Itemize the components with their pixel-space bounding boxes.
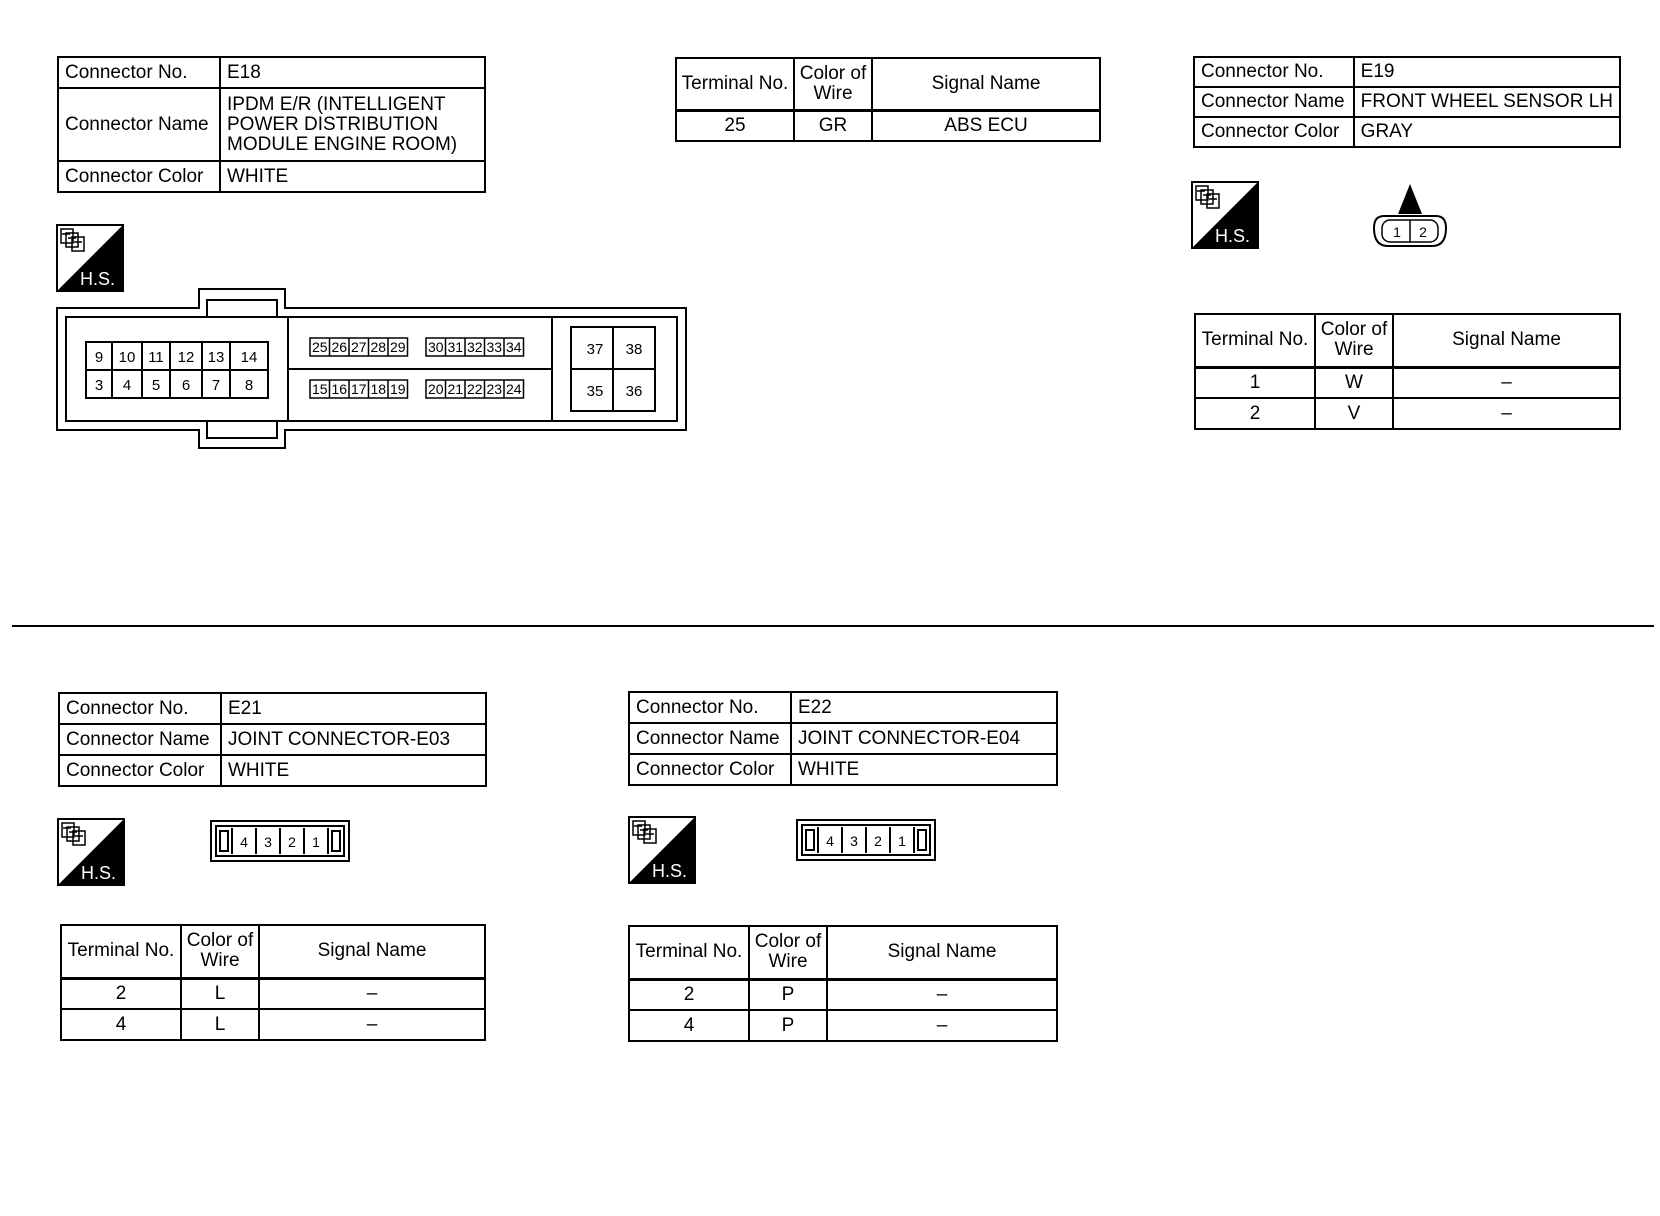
connector-name-value: FRONT WHEEL SENSOR LH (1354, 87, 1620, 117)
signal-name-header: Signal Name (259, 925, 485, 978)
terminal-no: 2 (1195, 398, 1315, 429)
pin-label: 4 (240, 834, 248, 850)
pin-label: 31 (447, 339, 464, 355)
pin-label: 37 (586, 341, 604, 358)
connector-name-value: JOINT CONNECTOR-E04 (791, 723, 1057, 754)
signal-name-header: Signal Name (872, 58, 1100, 110)
pin-label: 2 (874, 833, 882, 849)
pin-label: 11 (148, 349, 164, 366)
e18-info-table (57, 56, 486, 193)
connector-no-value: E21 (221, 693, 486, 724)
pin-label: 10 (118, 349, 136, 366)
pin-label: 13 (207, 349, 225, 366)
table-row (1195, 398, 1620, 429)
pin-label: 16 (331, 381, 348, 397)
pin-label: 21 (447, 381, 464, 397)
table-row (629, 979, 1057, 1010)
table-row (676, 110, 1100, 141)
pin-label: 6 (181, 377, 191, 394)
pin-label: 3 (264, 834, 272, 850)
pin-label: 32 (466, 339, 483, 355)
e22-terminal-table (628, 925, 1058, 1042)
hs-label: H.S. (81, 863, 117, 883)
connector-color-label: Connector Color (1194, 117, 1354, 147)
e19-terminal-table (1194, 313, 1621, 430)
pin-label: 9 (94, 349, 104, 366)
connector-color-value: GRAY (1354, 117, 1620, 147)
hs-label: H.S. (1215, 226, 1251, 246)
harness-side-icon (1191, 181, 1259, 249)
pin-label: 5 (151, 377, 161, 394)
pin-label: 27 (350, 339, 367, 355)
e18-terminal-table (675, 57, 1101, 142)
connector-name-line: IPDM E/R (INTELLIGENT (227, 93, 446, 115)
pin-label: 4 (826, 833, 834, 849)
terminal-no-header: Terminal No. (1195, 314, 1315, 367)
pin-label: 1 (1393, 224, 1401, 240)
connector-name-line: POWER DISTRIBUTION (227, 113, 439, 135)
connector-name-label: Connector Name (629, 723, 791, 754)
wire-color-header: Color of Wire (1315, 314, 1393, 367)
connector-no-value: E18 (220, 57, 485, 88)
connector-no-label: Connector No. (58, 57, 220, 88)
harness-side-icon (628, 816, 696, 884)
hs-label: H.S. (652, 861, 688, 881)
table-row (61, 1009, 485, 1040)
e19-connector-face (1370, 180, 1450, 252)
e22-connector-face (796, 819, 936, 861)
wire-color: P (749, 979, 827, 1010)
e21-connector-face (210, 820, 350, 862)
pin-label: 36 (625, 383, 643, 400)
connector-name-label: Connector Name (1194, 87, 1354, 117)
pin-label: 8 (244, 377, 254, 394)
hs-label: H.S. (80, 269, 116, 289)
pin-label: 34 (505, 339, 522, 355)
terminal-no-header: Terminal No. (676, 58, 794, 110)
wire-color: V (1315, 398, 1393, 429)
pin-label: 12 (177, 349, 195, 366)
pin-label: 25 (311, 339, 328, 355)
pin-label: 1 (898, 833, 906, 849)
pin-label: 3 (94, 377, 104, 394)
e19-info-table (1193, 56, 1621, 148)
pin-label: 35 (586, 383, 604, 400)
wire-color: GR (794, 110, 872, 141)
pin-label: 14 (240, 349, 258, 366)
connector-color-label: Connector Color (59, 755, 221, 786)
connector-color-label: Connector Color (629, 754, 791, 785)
pin-label: 2 (288, 834, 296, 850)
terminal-no-header: Terminal No. (61, 925, 181, 978)
harness-side-icon (57, 818, 125, 886)
pin-label: 29 (389, 339, 406, 355)
terminal-no-header: Terminal No. (629, 926, 749, 979)
connector-color-label: Connector Color (58, 161, 220, 192)
connector-name-value (220, 88, 485, 161)
connector-color-value: WHITE (791, 754, 1057, 785)
connector-color-value: WHITE (220, 161, 485, 192)
pin-label: 3 (850, 833, 858, 849)
connector-name-label: Connector Name (59, 724, 221, 755)
pin-label: 1 (312, 834, 320, 850)
terminal-no: 1 (1195, 367, 1315, 398)
e18-connector-face (54, 286, 690, 452)
pin-label: 17 (350, 381, 367, 397)
signal-name: – (1393, 398, 1620, 429)
pin-label: 26 (331, 339, 348, 355)
connector-name-label: Connector Name (58, 88, 220, 161)
pin-label: 2 (1419, 224, 1427, 240)
wire-color: P (749, 1010, 827, 1041)
wire-color-header: Color of Wire (749, 926, 827, 979)
connector-name-line: MODULE ENGINE ROOM) (227, 133, 458, 155)
pin-label: 7 (211, 377, 221, 394)
table-row (61, 978, 485, 1009)
terminal-no: 25 (676, 110, 794, 141)
signal-name-header: Signal Name (827, 926, 1057, 979)
terminal-no: 2 (629, 979, 749, 1010)
connector-name-value: JOINT CONNECTOR-E03 (221, 724, 486, 755)
pin-label: 24 (505, 381, 522, 397)
signal-name: – (827, 979, 1057, 1010)
signal-name: – (259, 1009, 485, 1040)
signal-name: – (1393, 367, 1620, 398)
wire-color: L (181, 978, 259, 1009)
terminal-no: 2 (61, 978, 181, 1009)
section-divider (12, 625, 1654, 627)
wire-color-header: Color of Wire (181, 925, 259, 978)
table-row (1195, 367, 1620, 398)
signal-name: ABS ECU (872, 110, 1100, 141)
pin-label: 15 (311, 381, 328, 397)
wire-color: L (181, 1009, 259, 1040)
pin-label: 23 (486, 381, 503, 397)
pin-label: 18 (370, 381, 387, 397)
connector-color-value: WHITE (221, 755, 486, 786)
e22-info-table (628, 691, 1058, 786)
terminal-no: 4 (61, 1009, 181, 1040)
pin-label: 19 (389, 381, 406, 397)
connector-no-label: Connector No. (1194, 57, 1354, 87)
pin-label: 20 (427, 381, 444, 397)
wire-color: W (1315, 367, 1393, 398)
signal-name-header: Signal Name (1393, 314, 1620, 367)
signal-name: – (827, 1010, 1057, 1041)
connector-no-value: E19 (1354, 57, 1620, 87)
pin-label: 28 (370, 339, 387, 355)
connector-no-label: Connector No. (59, 693, 221, 724)
connector-no-label: Connector No. (629, 692, 791, 723)
pin-label: 4 (122, 377, 132, 394)
pin-label: 33 (486, 339, 503, 355)
harness-side-icon (56, 224, 124, 292)
signal-name: – (259, 978, 485, 1009)
terminal-no: 4 (629, 1010, 749, 1041)
pin-label: 38 (625, 341, 643, 358)
table-row (629, 1010, 1057, 1041)
pin-label: 30 (427, 339, 444, 355)
pin-label: 22 (466, 381, 483, 397)
wire-color-header: Color of Wire (794, 58, 872, 110)
e21-terminal-table (60, 924, 486, 1041)
connector-no-value: E22 (791, 692, 1057, 723)
e21-info-table (58, 692, 487, 787)
